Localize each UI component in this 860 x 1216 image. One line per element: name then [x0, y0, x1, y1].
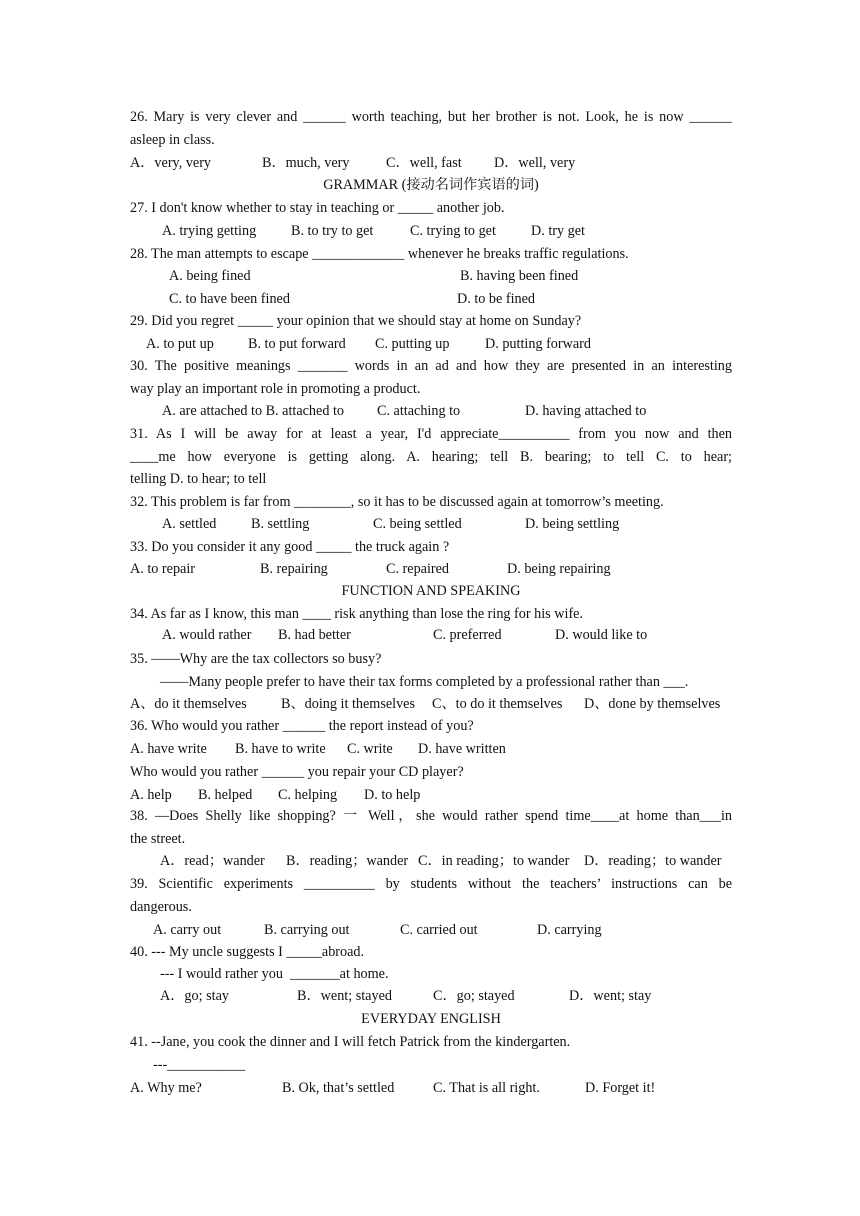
- q37-option-d: D. to help: [364, 787, 421, 803]
- q27-option-a: A. trying getting: [162, 223, 257, 239]
- q28-option-c: C. to have been fined: [169, 291, 290, 307]
- q29-option-c: C. putting up: [375, 336, 450, 352]
- q29-option-b: B. to put forward: [248, 336, 346, 352]
- q35-option-d: D、done by themselves: [584, 696, 721, 712]
- q41-answer-blank: ---___________: [153, 1057, 246, 1073]
- q40-option-a: A．go; stay: [160, 988, 229, 1004]
- q40-option-d: D．went; stay: [569, 988, 652, 1004]
- q35-stem-line1: 35. ——Why are the tax collectors so busy?: [130, 651, 382, 667]
- q40-stem-line1: 40. --- My uncle suggests I _____abroad.: [130, 944, 365, 960]
- q29-option-a: A. to put up: [146, 336, 214, 352]
- q37-option-c: C. helping: [278, 787, 338, 803]
- q31-stem-line2: ____me how everyone is getting along. A. hearing; tell B. bearing; to tell C. to hear;: [130, 449, 732, 465]
- q34-option-d: D. would like to: [555, 627, 648, 643]
- q35-option-a: A、do it themselves: [130, 696, 247, 712]
- q41-option-c: C. That is all right.: [433, 1080, 540, 1096]
- q29-option-d: D. putting forward: [485, 336, 591, 352]
- q40-stem-line2: --- I would rather you _______at home.: [160, 966, 389, 982]
- q37-option-a: A. help: [130, 787, 172, 803]
- q32-option-d: D. being settling: [525, 516, 620, 532]
- q39-stem-line2: dangerous.: [130, 899, 192, 915]
- q34-option-c: C. preferred: [433, 627, 502, 643]
- q34-option-b: B. had better: [278, 627, 351, 643]
- q28-option-a: A. being fined: [169, 268, 251, 284]
- q34-stem: 34. As far as I know, this man ____ risk anything than lose the ring for his wife.: [130, 606, 584, 622]
- q27-stem: 27. I don't know whether to stay in teaching or _____ another job.: [130, 200, 505, 216]
- q38-option-a: A．read；wander: [160, 853, 265, 869]
- q26-option-b: B．much, very: [262, 155, 350, 171]
- q26-option-a: A．very, very: [130, 155, 212, 171]
- q38-stem-line1: 38. —Does Shelly like shopping? 一 Well，she would rather spend time____at home than___in: [130, 808, 732, 824]
- q39-option-d: D. carrying: [537, 922, 602, 938]
- q30-option-d: D. having attached to: [525, 403, 647, 419]
- q41-option-a: A. Why me?: [130, 1080, 202, 1096]
- function-speaking-heading: FUNCTION AND SPEAKING: [341, 583, 521, 599]
- q27-option-d: D. try get: [531, 223, 585, 239]
- q37-stem: Who would you rather ______ you repair your CD player?: [130, 764, 464, 780]
- q30-stem-line1: 30. The positive meanings _______ words in an ad and how they are presented in an interesting: [130, 358, 732, 374]
- q36-option-a: A. have write: [130, 741, 207, 757]
- q38-stem-line2: the street.: [130, 831, 186, 847]
- q40-option-b: B．went; stayed: [297, 988, 392, 1004]
- q35-option-b: B、doing it themselves: [281, 696, 415, 712]
- q28-option-d: D. to be fined: [457, 291, 536, 307]
- q33-option-c: C. repaired: [386, 561, 450, 577]
- q30-option-c: C. attaching to: [377, 403, 461, 419]
- q40-option-c: C．go; stayed: [433, 988, 515, 1004]
- everyday-english-heading: EVERYDAY ENGLISH: [361, 1011, 501, 1027]
- q39-option-c: C. carried out: [400, 922, 478, 938]
- q38-option-b: B．reading；wander: [286, 853, 409, 869]
- q30-stem-line2: way play an important role in promoting a product.: [130, 381, 421, 397]
- q30-option-ab: A. are attached to B. attached to: [162, 403, 344, 419]
- q32-option-c: C. being settled: [373, 516, 462, 532]
- q27-option-b: B. to try to get: [291, 223, 374, 239]
- q33-option-a: A. to repair: [130, 561, 196, 577]
- grammar-heading: GRAMMAR (接动名词作宾语的词): [323, 177, 539, 193]
- q39-option-b: B. carrying out: [264, 922, 350, 938]
- q37-option-b: B. helped: [198, 787, 253, 803]
- q26-stem-line1: 26. Mary is very clever and ______ worth teaching, but her brother is not. Look, he is now ______: [130, 109, 732, 125]
- q32-option-a: A. settled: [162, 516, 217, 532]
- q36-option-c: C. write: [347, 741, 393, 757]
- q33-option-b: B. repairing: [260, 561, 328, 577]
- q36-stem: 36. Who would you rather ______ the report instead of you?: [130, 718, 474, 734]
- q41-stem-line1: 41. --Jane, you cook the dinner and I will fetch Patrick from the kindergarten.: [130, 1034, 571, 1050]
- q39-option-a: A. carry out: [153, 922, 222, 938]
- q33-option-d: D. being repairing: [507, 561, 611, 577]
- q31-stem-line3: telling D. to hear; to tell: [130, 471, 267, 487]
- q33-stem: 33. Do you consider it any good _____ the truck again ?: [130, 539, 450, 555]
- q36-option-d: D. have written: [418, 741, 506, 757]
- q28-option-b: B. having been fined: [460, 268, 579, 284]
- q26-option-d: D．well, very: [494, 155, 576, 171]
- q35-stem-line2: ——Many people prefer to have their tax forms completed by a professional rather than ___.: [160, 674, 689, 690]
- q34-option-a: A. would rather: [162, 627, 252, 643]
- q31-stem-line1: 31. As I will be away for at least a year, I'd appreciate__________ from you now and then: [130, 426, 732, 442]
- q41-option-b: B. Ok, that’s settled: [282, 1080, 395, 1096]
- q41-option-d: D. Forget it!: [585, 1080, 656, 1096]
- q32-option-b: B. settling: [251, 516, 310, 532]
- q27-option-c: C. trying to get: [410, 223, 496, 239]
- q26-stem-line2: asleep in class.: [130, 132, 215, 148]
- q38-option-d: D．reading；to wander: [584, 853, 722, 869]
- q26-option-c: C．well, fast: [386, 155, 462, 171]
- q39-stem-line1: 39. Scientific experiments __________ by students without the teachers’ instructions can be: [130, 876, 732, 892]
- q38-option-c: C．in reading；to wander: [418, 853, 570, 869]
- q29-stem: 29. Did you regret _____ your opinion that we should stay at home on Sunday?: [130, 313, 582, 329]
- q28-stem: 28. The man attempts to escape _____________ whenever he breaks traffic regulations.: [130, 246, 629, 262]
- q35-option-c: C、to do it themselves: [432, 696, 563, 712]
- q32-stem: 32. This problem is far from ________, so it has to be discussed again at tomorrow’s meeting.: [130, 494, 664, 510]
- q36-option-b: B. have to write: [235, 741, 326, 757]
